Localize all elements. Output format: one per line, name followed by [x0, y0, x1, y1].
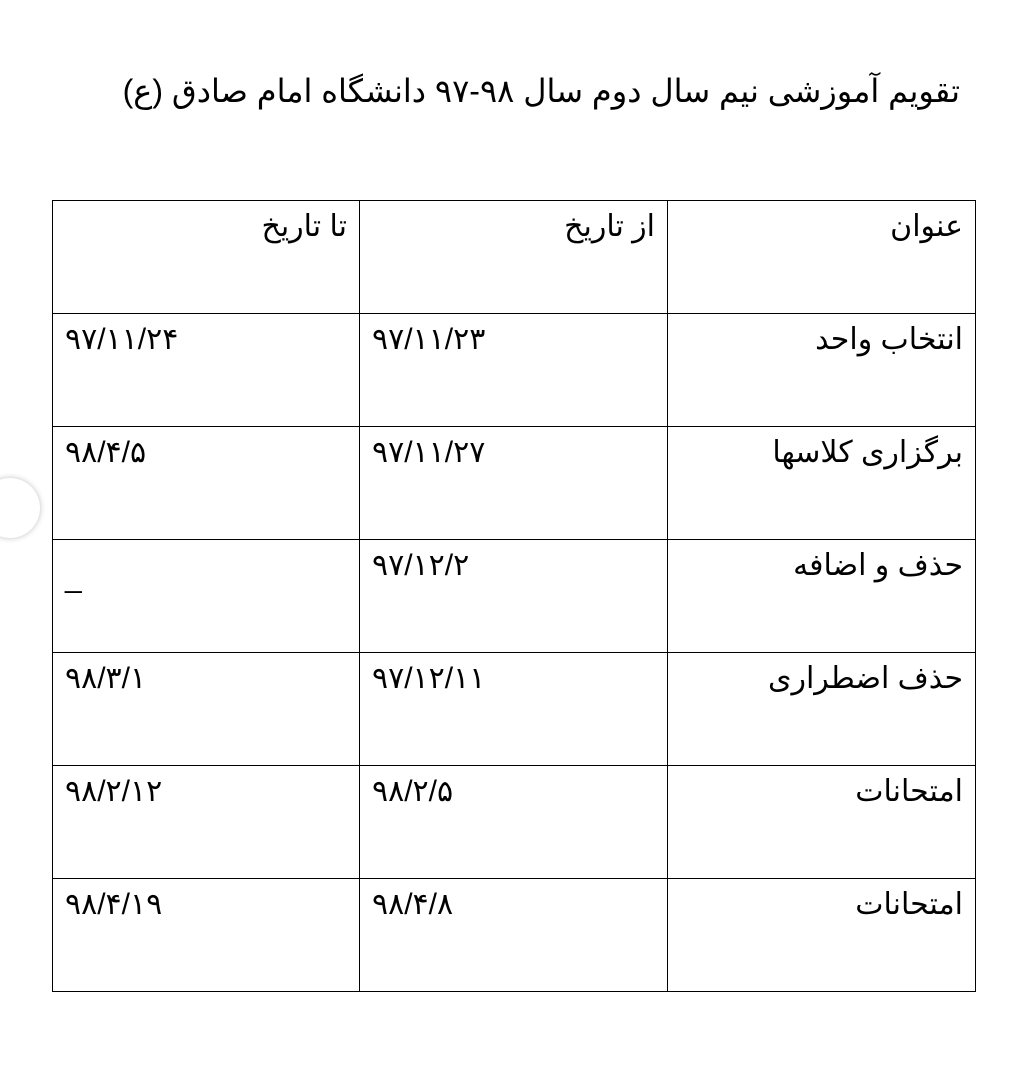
- row-from-date: ۹۷/۱۱/۲۳: [360, 314, 668, 427]
- row-from-date: ۹۸/۴/۸: [360, 879, 668, 992]
- row-to-date: ۹۸/۴/۵: [53, 427, 360, 540]
- table-row: [53, 540, 976, 653]
- row-title: حذف اضطراری: [668, 653, 976, 766]
- academic-calendar-table: [52, 200, 976, 992]
- row-title: انتخاب واحد: [668, 314, 976, 427]
- row-from-date: ۹۸/۲/۵: [360, 766, 668, 879]
- row-from-date: ۹۷/۱۲/۱۱: [360, 653, 668, 766]
- header-title: عنوان: [668, 201, 976, 314]
- row-title: امتحانات: [668, 766, 976, 879]
- row-title: حذف و اضافه: [668, 540, 976, 653]
- table-row: [53, 427, 976, 540]
- row-to-date: ۹۸/۳/۱: [53, 653, 360, 766]
- row-title: امتحانات: [668, 879, 976, 992]
- row-to-date: ۹۸/۴/۱۹: [53, 879, 360, 992]
- document-title: تقویم آموزشی نیم سال دوم سال ۹۸-۹۷ دانشگاه امام صادق (ع): [122, 73, 960, 109]
- table-row: [53, 314, 976, 427]
- table-row: [53, 766, 976, 879]
- table-header-row: [53, 201, 976, 314]
- row-from-date: ۹۷/۱۲/۲: [360, 540, 668, 653]
- table-row: [53, 879, 976, 992]
- row-to-date: ۹۸/۲/۱۲: [53, 766, 360, 879]
- row-from-date: ۹۷/۱۱/۲۷: [360, 427, 668, 540]
- header-from-date: از تاریخ: [360, 201, 668, 314]
- floating-scroll-button[interactable]: [0, 478, 40, 538]
- header-to-date: تا تاریخ: [53, 201, 360, 314]
- table-row: [53, 653, 976, 766]
- row-to-date: ۹۷/۱۱/۲۴: [53, 314, 360, 427]
- row-to-date: _: [53, 540, 360, 653]
- row-title: برگزاری کلاسها: [668, 427, 976, 540]
